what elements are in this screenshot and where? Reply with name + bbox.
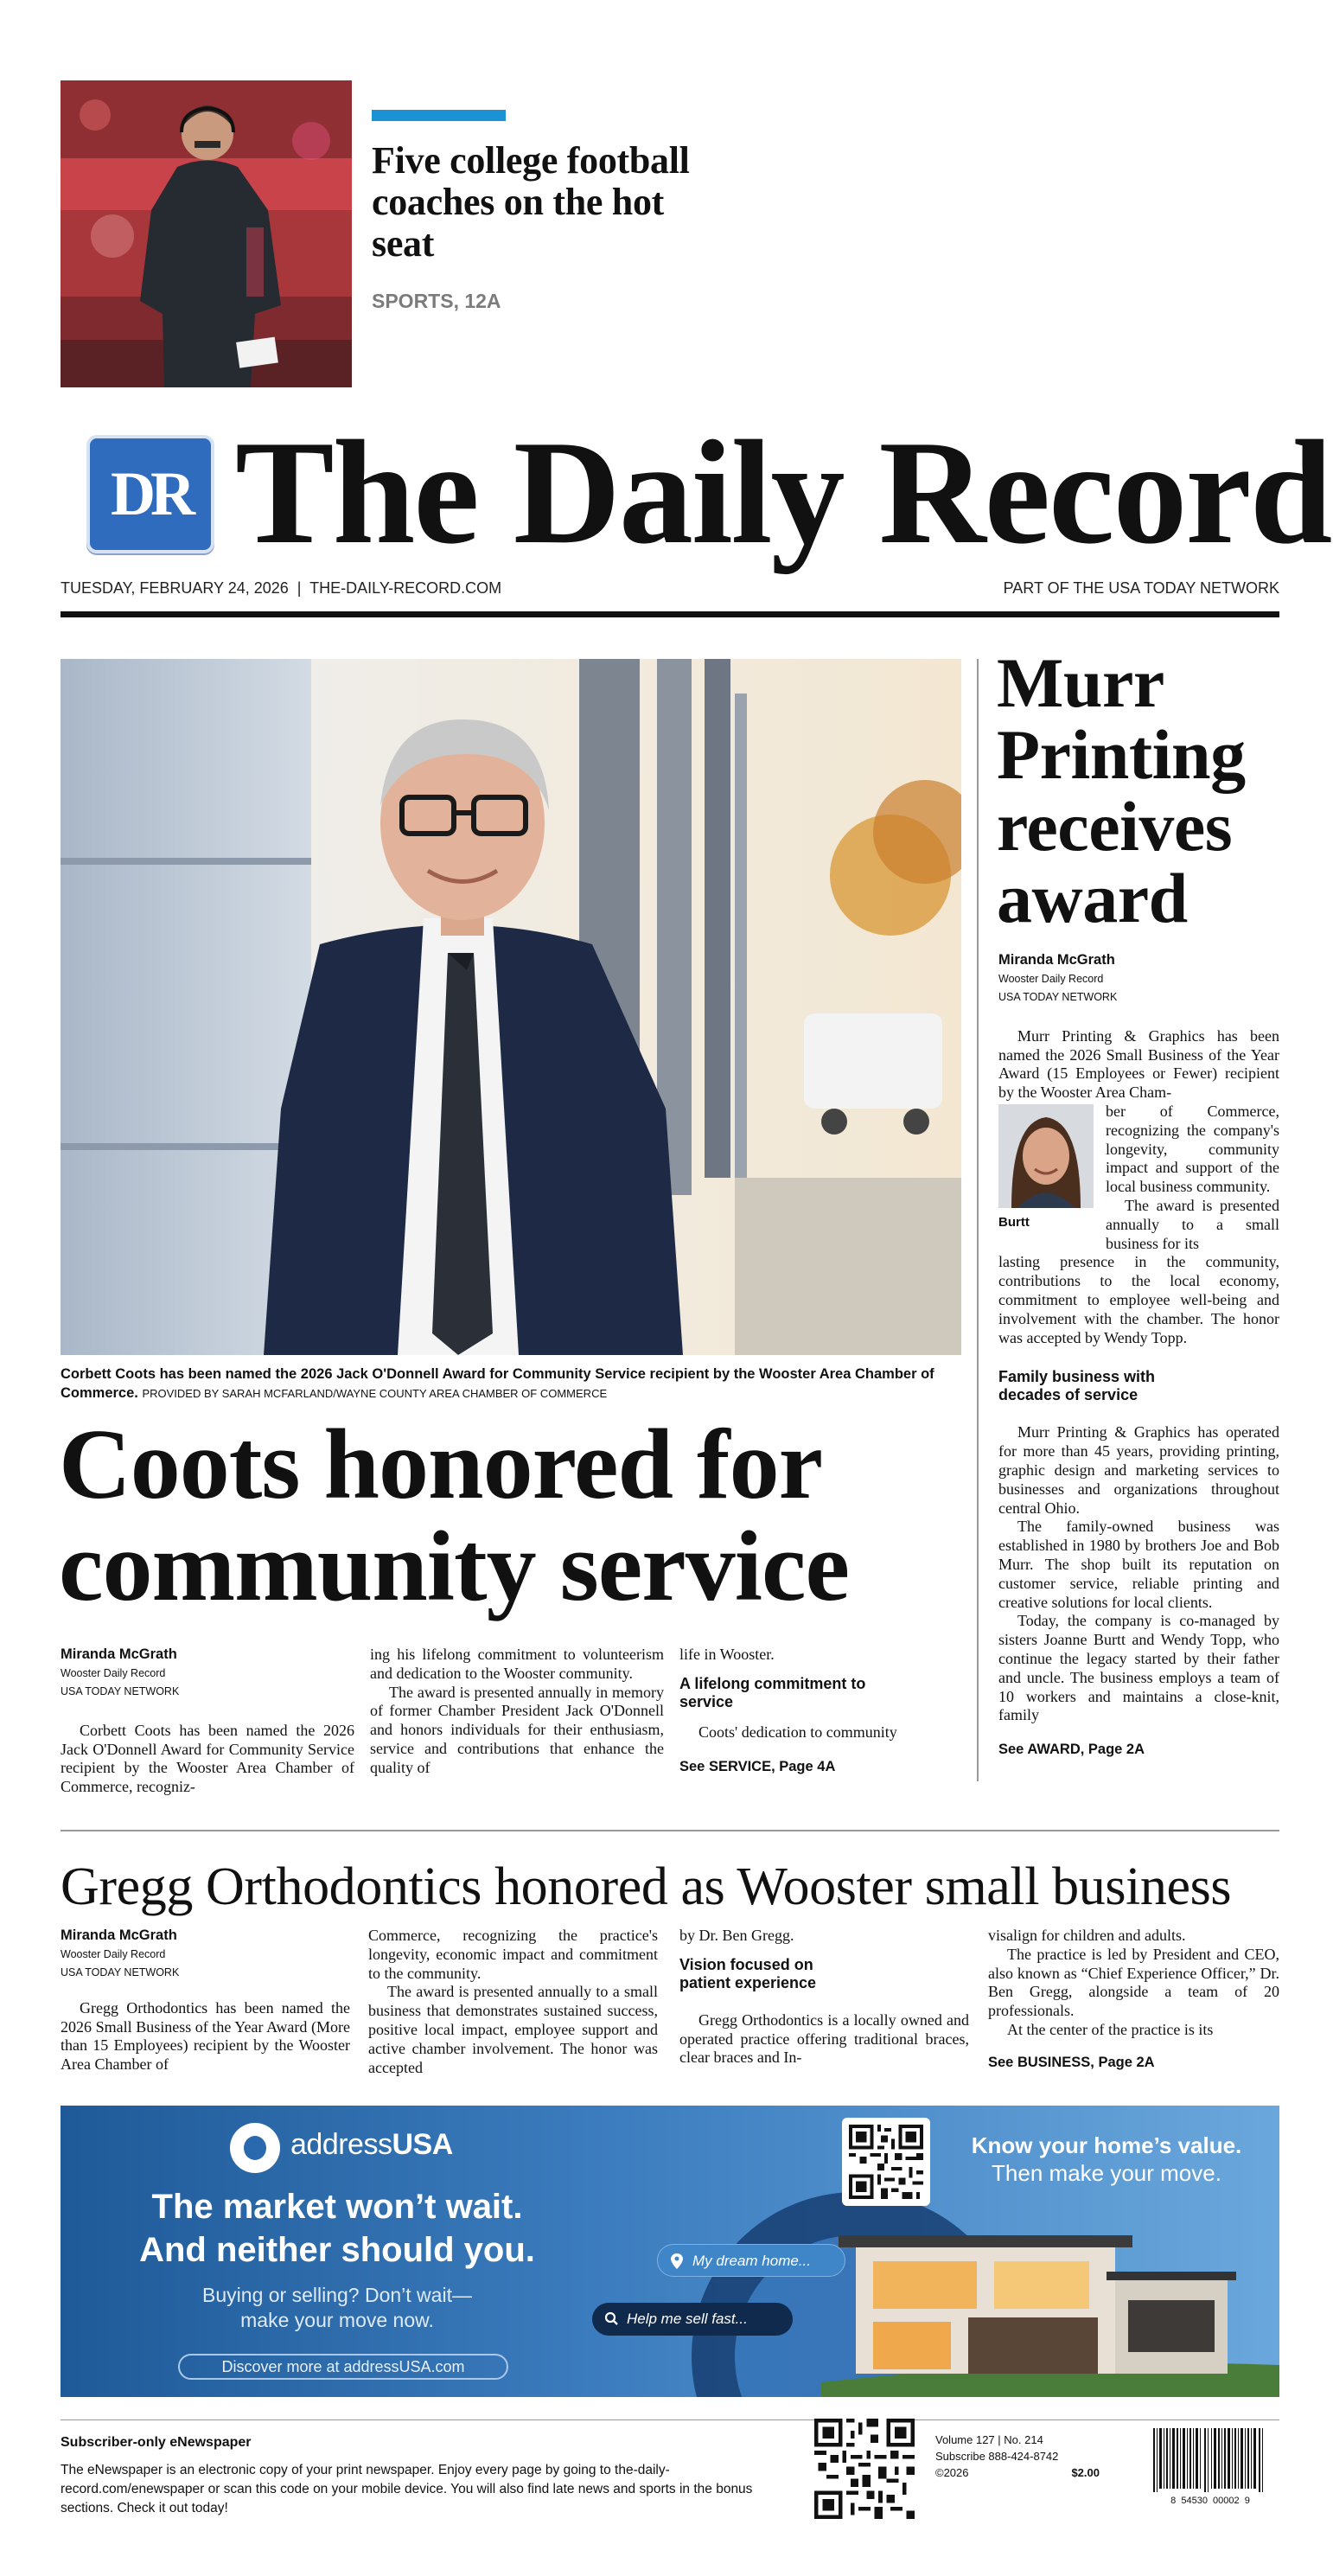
svg-text:8 54530 00002 9: 8 54530 00002 9 [1170,2496,1250,2506]
mug-caption: Burtt [998,1214,1030,1230]
gregg-column-4 [988,1927,1279,2073]
article-paragraph: The award is presented annually in memory of former Chamber President Jack O'Donnell and honors individuals for their enthusiasm, service and contributions that enhance the quality of [370,1683,664,1776]
article-paragraph: Murr Printing & Graphics has operated for more than 45 years, providing printing, graphic design and marketing services to businesses and organizations throughout central Ohio. [998,1423,1279,1517]
network-label: PART OF THE USA TODAY NETWORK [1003,579,1279,597]
teaser-coach-photo [61,80,352,387]
teaser-headline[interactable]: Five college football coaches on the hot seat [372,139,690,265]
byline-network: USA TODAY NETWORK [61,1966,180,1978]
ad-subtext: Buying or selling? Don’t wait— make your move now. [202,2284,472,2331]
article-paragraph: Commerce, recognizing the practice's longevity, economic impact and commitment to the community. [368,1927,658,1982]
ad-qr-code[interactable] [842,2118,930,2206]
photo-credit: PROVIDED BY SARAH MCFARLAND/WAYNE COUNTY AREA CHAMBER OF COMMERCE [142,1387,608,1400]
jump-link[interactable]: See SERVICE, Page 4A [679,1758,836,1774]
search-icon [604,2311,618,2327]
enewspaper-qr-code[interactable] [814,2419,915,2519]
footer-rule [61,2419,1279,2420]
teaser-section-label[interactable]: SPORTS, 12A [372,290,501,312]
addressusa-logo-text: addressUSA [290,2128,453,2161]
sidebar-headline[interactable]: Murr Printing receives award [997,643,1246,937]
article-subhead: A lifelong commitment to service [679,1674,866,1710]
main-column-2 [370,1646,664,1778]
article-paragraph: Murr Printing & Graphics has been named the 2026 Small Business of the Year Award (15 Employees or Fewer) recipient by the Wooster Area Cham- [998,1026,1279,1102]
price-row [935,2464,1100,2481]
byline-name: Miranda McGrath [61,1927,177,1943]
price: $2.00 [1071,2466,1100,2479]
article-subhead: Family business with decades of service [998,1368,1156,1404]
sidebar-column [998,951,1279,1760]
article-paragraph: ing his lifelong commitment to volunteerism and dedication to the Wooster community. [370,1646,664,1682]
main-column-3 [679,1646,960,1776]
article-paragraph: Gregg Orthodontics has been named the 2026 Small Business of the Year Award (More than 15 Employees) recipient by the Wooster Area Chamber of [61,1998,350,2074]
byline-name: Miranda McGrath [998,952,1115,968]
main-column-1 [61,1646,354,1797]
mug-wrap [998,1103,1279,1253]
article-paragraph: lasting presence in the community, contributions to the local economy, commitment to employee well-being and involvement with the chamber. The honor was accepted by Wendy Topp. [998,1253,1279,1346]
teaser-accent-bar [372,110,506,121]
section-rule [61,1830,1279,1831]
mug-shot-burtt [998,1104,1094,1208]
volume-number: Volume 127 | No. 214 [935,2433,1043,2446]
enewspaper-title: Subscriber-only eNewspaper [61,2435,252,2450]
byline-network: USA TODAY NETWORK [61,1684,180,1697]
article-paragraph: Coots' dedication to community [698,1723,897,1741]
gregg-column-3 [679,1927,969,2068]
ad-search-pill-sell-fast[interactable]: Help me sell fast... [592,2303,793,2336]
gregg-column-2 [368,1927,658,2077]
main-story-photo [61,659,961,1355]
byline-outlet: Wooster Daily Record [998,972,1104,985]
sidebar-divider [977,659,979,1781]
article-paragraph: Corbett Coots has been named the 2026 Jack O'Donnell Award for Community Service recipient by the Wooster Area Chamber of Commerce, recogniz- [61,1721,354,1796]
addressusa-logo-icon [230,2123,280,2173]
gregg-headline[interactable]: Gregg Orthodontics honored as Wooster small business [61,1857,1232,1916]
ad-search-pill-dream-home[interactable]: My dream home... [657,2244,845,2277]
article-paragraph: The award is presented annually to a small business that demonstrates sustained success, positive local impact, employee support and active chamber involvement. The honor was accepted [368,1983,658,2076]
article-paragraph: At the center of the practice is its [1007,2020,1214,2038]
jump-link[interactable]: See AWARD, Page 2A [998,1742,1145,1758]
ad-home-value-text: Know your home’s value. Then make your move. [971,2132,1242,2186]
mug-block [998,1103,1094,1253]
ad-tagline: The market won’t wait. And neither should you. [139,2188,535,2269]
article-subhead: Vision focused on patient experience [679,1955,817,1991]
gregg-column-1 [61,1927,350,2074]
mug-wrap-text [1106,1103,1279,1253]
byline-network: USA TODAY NETWORK [998,990,1118,1003]
article-paragraph: Gregg Orthodontics is a locally owned and operated practice offering traditional braces, clear braces and In- [679,2010,969,2067]
main-photo-caption: Corbett Coots has been named the 2026 Jack O'Donnell Award for Community Service recipient by the Wooster Area Chamber of Commerce. PROVIDED BY SARAH MCFARLAND/WAYNE COUNTY AREA CHAMBER OF COMMERCE [61,1366,934,1401]
location-pin-icon [670,2253,684,2269]
paper-name: The Daily Record [235,411,1331,575]
dateline: TUESDAY, FEBRUARY 24, 2026 | THE-DAILY-RECORD.COM [61,579,502,597]
barcode [1150,2428,1271,2506]
article-paragraph: The practice is led by President and CEO, also known as “Chief Experience Officer,” Dr. Ben Gregg, alongside a team of 20 professionals. [988,1945,1279,2020]
article-paragraph: life in Wooster. [679,1646,775,1663]
masthead-rule [61,611,1279,617]
copyright: ©2026 [935,2466,969,2479]
dr-logo-icon: DR [86,435,214,553]
article-paragraph: visalign for children and adults. [988,1927,1186,1944]
subscribe-phone: Subscribe 888-424-8742 [935,2450,1059,2463]
ad-cta-button[interactable]: Discover more at addressUSA.com [178,2354,508,2380]
byline-outlet: Wooster Daily Record [61,1947,166,1960]
enewspaper-description: The eNewspaper is an electronic copy of your print newspaper. Enjoy every page by going to the-daily-record.com/enewspaper or scan this code on your mobile device. You will also find late news and sports in the bonus sections. Check it out today! [61,2463,753,2515]
byline-name: Miranda McGrath [61,1646,177,1662]
main-headline[interactable]: Coots honored for community service [59,1409,849,1622]
barcode-icon [1150,2428,1271,2506]
volume-info [935,2432,1100,2481]
article-paragraph: The award is presented annually to a small business for its [1106,1196,1279,1252]
article-paragraph: ber of Commerce, recognizing the company's longevity, community impact and support of the local business community. [1106,1102,1279,1196]
article-paragraph: Today, the company is co-managed by sisters Joanne Burtt and Wendy Topp, who continue the legacy started by their father and uncle. The business employs a team of 10 workers and maintains a close-knit, family [998,1612,1279,1724]
jump-link[interactable]: See BUSINESS, Page 2A [988,2054,1155,2070]
addressusa-ad[interactable] [61,2106,1279,2397]
byline-outlet: Wooster Daily Record [61,1666,166,1679]
article-paragraph: by Dr. Ben Gregg. [679,1927,794,1944]
addressusa-logo[interactable] [230,2123,489,2175]
article-paragraph: The family-owned business was established in 1980 by brothers Joe and Bob Murr. The shop built its reputation on customer service, reliable printing and creative solutions for local clients. [998,1518,1279,1611]
